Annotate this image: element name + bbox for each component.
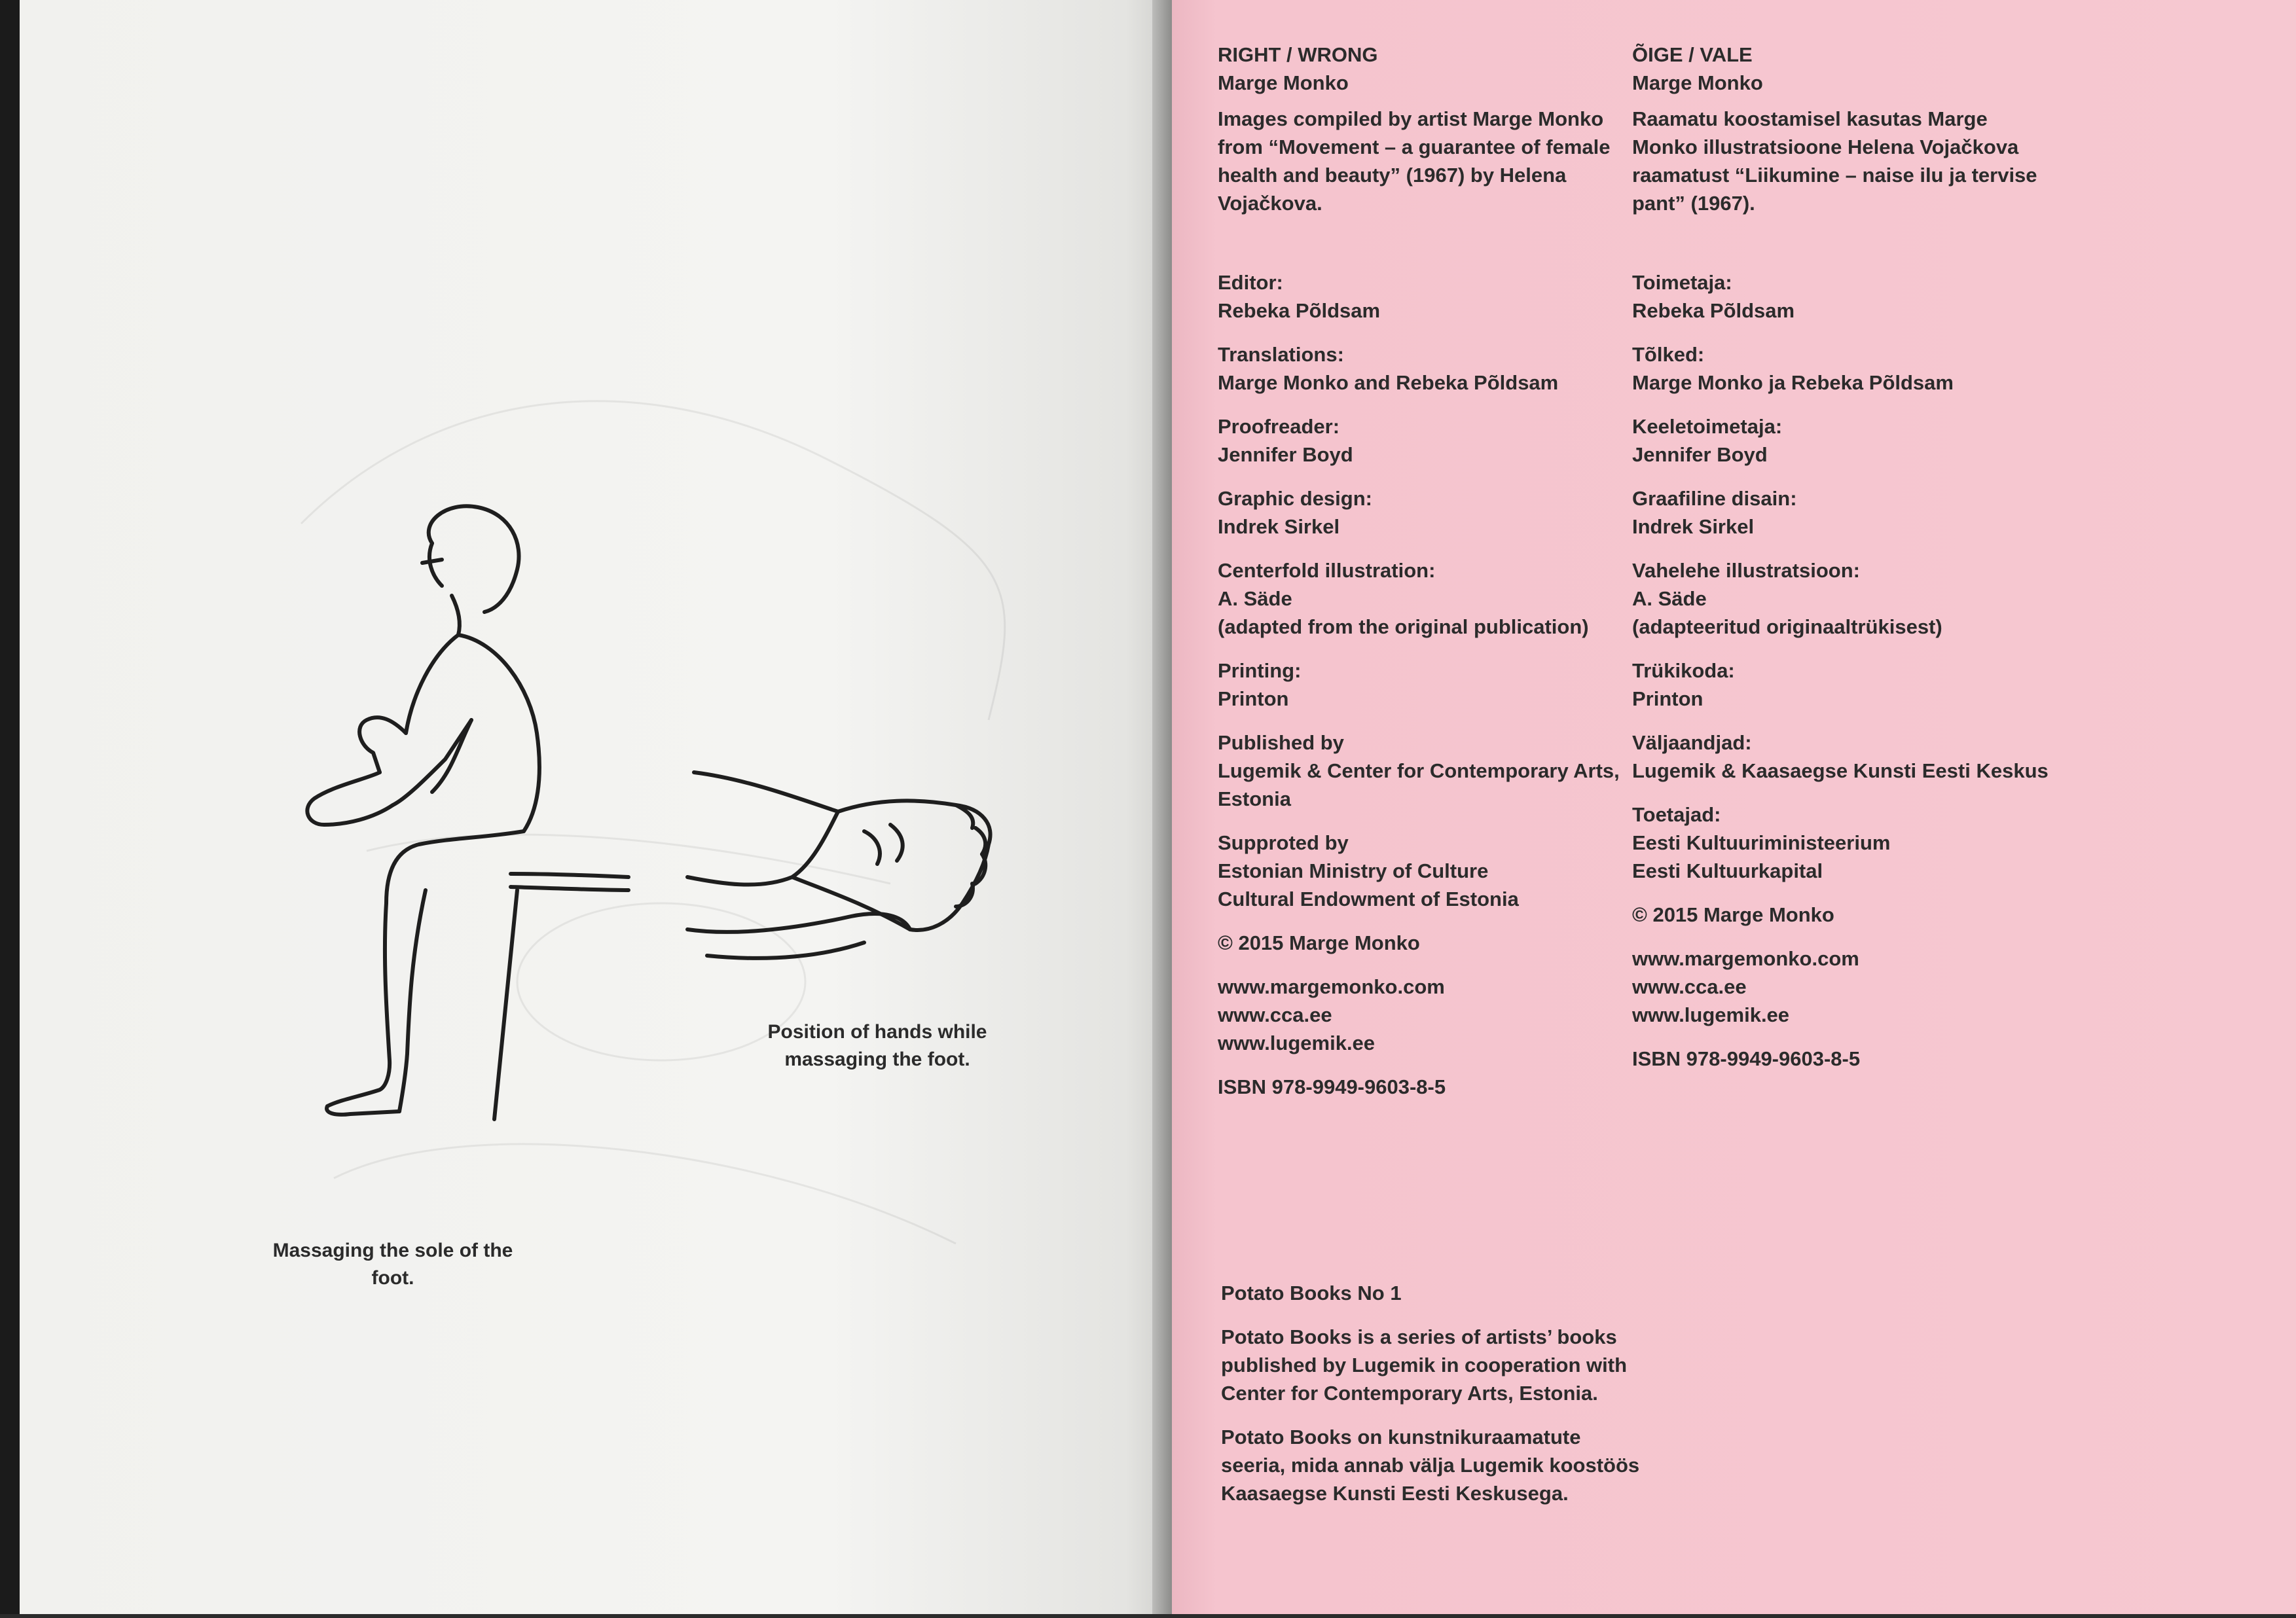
credit-label: Published by <box>1218 731 1344 754</box>
credit-translations-et <box>1632 340 2051 397</box>
colophon-english <box>1218 41 1637 1101</box>
credit-label: Toetajad: <box>1632 803 1721 826</box>
left-page <box>20 0 1172 1614</box>
isbn-en: ISBN 978-9949-9603-8-5 <box>1218 1075 1446 1098</box>
credit-label: Vahelehe illustratsioon: <box>1632 559 1860 582</box>
credit-label: Graafiline disain: <box>1632 487 1797 510</box>
credit-proofreader-en <box>1218 412 1637 469</box>
link-cca: www.cca.ee <box>1218 1003 1332 1026</box>
scan-edge <box>0 1614 2296 1618</box>
credit-label: Centerfold illustration: <box>1218 559 1436 582</box>
credit-value: Jennifer Boyd <box>1218 443 1353 466</box>
credit-label: Trükikoda: <box>1632 659 1735 682</box>
intro-et: Raamatu koostamisel kasutas Marge Monko illustratsioone Helena Vojačkova raamatust “Liikumine – naise ilu ja tervise pant” (1967). <box>1632 107 2037 215</box>
link-margemonko: www.margemonko.com <box>1632 947 1859 970</box>
title-en: RIGHT / WRONG <box>1218 43 1378 66</box>
credit-value: Cultural Endowment of Estonia <box>1218 888 1519 910</box>
credit-label: Toimetaja: <box>1632 271 1732 294</box>
credit-value: Lugemik & Center for Contemporary Arts, Estonia <box>1218 759 1620 810</box>
credit-design-en <box>1218 484 1637 541</box>
credit-value: Eesti Kultuurkapital <box>1632 859 1823 882</box>
book-gutter <box>1152 0 1172 1614</box>
credit-publisher-et <box>1632 728 2051 785</box>
credit-note: (adapteeritud originaaltrükisest) <box>1632 615 1942 638</box>
credit-supporters-et <box>1632 800 2051 885</box>
colophon-estonian <box>1632 41 2051 1073</box>
author-et: Marge Monko <box>1632 71 1763 94</box>
seated-woman-drawing <box>307 506 629 1119</box>
credit-printing-et <box>1632 656 2051 713</box>
credit-value: Estonian Ministry of Culture <box>1218 859 1489 882</box>
credit-value: Jennifer Boyd <box>1632 443 1768 466</box>
intro-en: Images compiled by artist Marge Monko from “Movement – a guarantee of female health and beauty” (1967) by Helena Vojačkova. <box>1218 107 1611 215</box>
credit-editor-en <box>1218 268 1637 325</box>
credit-value: Printon <box>1218 687 1289 710</box>
credit-value: Indrek Sirkel <box>1632 515 1755 538</box>
caption-hand-position: Position of hands while massaging the foot. <box>767 1021 987 1070</box>
credit-publisher-en <box>1218 728 1637 813</box>
credit-value: Rebeka Põldsam <box>1218 299 1381 322</box>
credit-label: Editor: <box>1218 271 1283 294</box>
credit-value: A. Säde <box>1218 587 1292 610</box>
link-lugemik: www.lugemik.ee <box>1218 1032 1376 1054</box>
credit-label: Proofreader: <box>1218 415 1340 438</box>
credit-label: Printing: <box>1218 659 1302 682</box>
hands-holding-foot-drawing <box>687 772 991 958</box>
credit-centerfold-en <box>1218 556 1637 641</box>
isbn-et: ISBN 978-9949-9603-8-5 <box>1632 1047 1861 1070</box>
credit-value: Indrek Sirkel <box>1218 515 1340 538</box>
credit-label: Tõlked: <box>1632 343 1705 366</box>
link-lugemik: www.lugemik.ee <box>1632 1003 1790 1026</box>
series-description-en: Potato Books is a series of artists’ books published by Lugemik in cooperation with Center for Contemporary Arts, Estonia. <box>1221 1325 1628 1405</box>
credit-editor-et <box>1632 268 2051 325</box>
series-description-et: Potato Books on kunstnikuraamatute seeria, mida annab välja Lugemik koostöös Kaasaegse Kunsti Eesti Keskusega. <box>1221 1426 1640 1505</box>
links-et <box>1632 944 2051 1029</box>
series-name: Potato Books No 1 <box>1221 1282 1402 1304</box>
credit-label: Translations: <box>1218 343 1344 366</box>
credit-value: Eesti Kultuuriministeerium <box>1632 831 1891 854</box>
author-en: Marge Monko <box>1218 71 1349 94</box>
credit-centerfold-et <box>1632 556 2051 641</box>
credit-note: (adapted from the original publication) <box>1218 615 1589 638</box>
credit-value: Lugemik & Kaasaegse Kunsti Eesti Keskus <box>1632 759 2049 782</box>
credit-translations-en <box>1218 340 1637 397</box>
link-margemonko: www.margemonko.com <box>1218 975 1445 998</box>
caption-sitting-massage: Massaging the sole of the foot. <box>272 1240 513 1289</box>
credit-printing-en <box>1218 656 1637 713</box>
link-cca: www.cca.ee <box>1632 975 1747 998</box>
credit-label: Graphic design: <box>1218 487 1372 510</box>
credit-design-et <box>1632 484 2051 541</box>
title-et: ÕIGE / VALE <box>1632 43 1753 66</box>
copyright-en: © 2015 Marge Monko <box>1218 931 1420 954</box>
credit-label: Väljaandjad: <box>1632 731 1752 754</box>
credit-label: Supproted by <box>1218 831 1349 854</box>
copyright-et: © 2015 Marge Monko <box>1632 903 1834 926</box>
credit-value: Marge Monko ja Rebeka Põldsam <box>1632 371 1954 394</box>
credit-value: Marge Monko and Rebeka Põldsam <box>1218 371 1559 394</box>
credit-value: Printon <box>1632 687 1704 710</box>
links-en <box>1218 973 1637 1057</box>
credit-supporters-en <box>1218 829 1637 913</box>
credit-value: Rebeka Põldsam <box>1632 299 1795 322</box>
credit-proofreader-et <box>1632 412 2051 469</box>
credit-label: Keeletoimetaja: <box>1632 415 1783 438</box>
credit-value: A. Säde <box>1632 587 1707 610</box>
series-info <box>1221 1279 1640 1523</box>
